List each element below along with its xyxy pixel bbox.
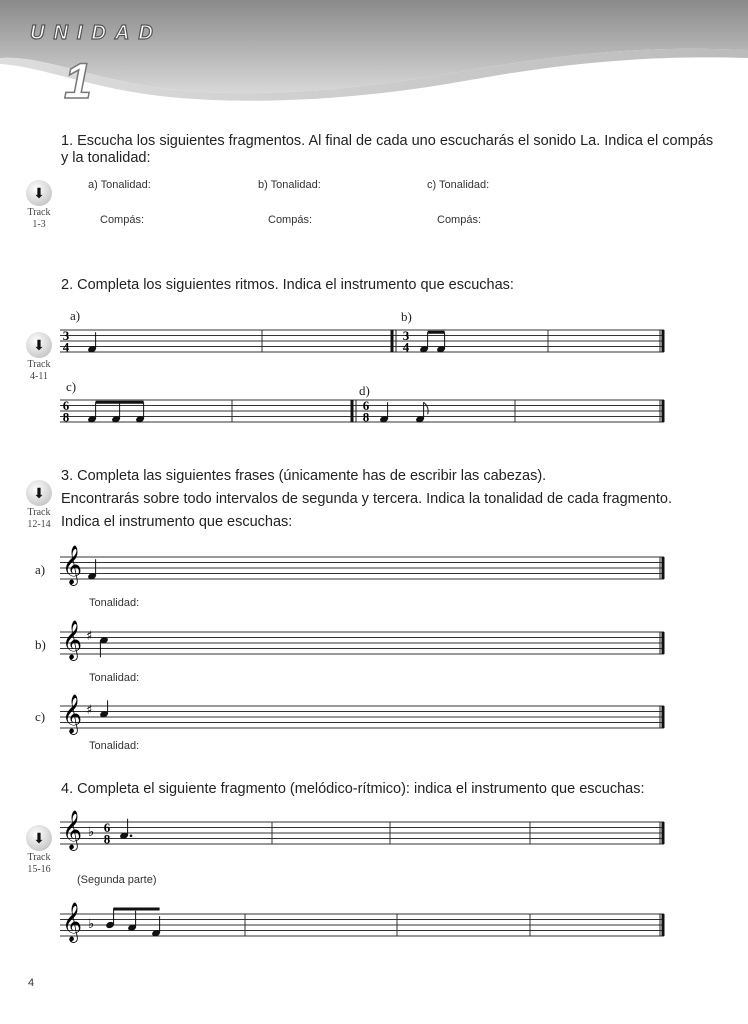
download-arrow-icon: ⬇ xyxy=(26,825,52,851)
time-signature-bottom: 8 xyxy=(62,409,70,425)
exercise4-prompt: 4. Completa el siguiente fragmento (melódico-rítmico): indica el instrumento que escuchas: xyxy=(61,781,645,797)
sharp-icon: ♯ xyxy=(86,629,93,644)
compas-a: Compás: xyxy=(100,214,145,226)
treble-clef-icon: 𝄞 xyxy=(62,810,83,850)
track-range: 1-3 xyxy=(32,219,46,230)
tonalidad-b: b) Tonalidad: xyxy=(258,179,321,191)
compas-b: Compás: xyxy=(268,214,313,226)
track-1-3-button[interactable] xyxy=(24,180,54,230)
track-label: Track xyxy=(27,359,51,370)
exercise2-prompt: 2. Completa los siguientes ritmos. Indica el instrumento que escuchas: xyxy=(61,277,514,293)
time-signature-bottom: 8 xyxy=(362,409,370,425)
tonalidad-phrase-a: Tonalidad: xyxy=(89,597,140,609)
unit-number: 1 xyxy=(64,53,92,109)
dot xyxy=(130,834,133,837)
second-part-label: (Segunda parte) xyxy=(77,874,157,886)
time-signature-top: 3 xyxy=(62,328,70,343)
time-signature-bottom: 8 xyxy=(103,831,111,847)
note-flag xyxy=(424,402,429,414)
download-arrow-icon: ⬇ xyxy=(26,480,52,506)
flat-icon: ♭ xyxy=(88,917,95,932)
unit-label: UNIDAD xyxy=(30,22,162,44)
phrase-label-a: a) xyxy=(35,562,46,577)
compas-c: Compás: xyxy=(437,214,482,226)
phrase-label-c: c) xyxy=(35,709,46,724)
track-range: 4-11 xyxy=(30,371,48,382)
track-label: Track xyxy=(27,507,51,518)
track-15-16-button[interactable] xyxy=(24,825,54,875)
flat-icon: ♭ xyxy=(88,825,95,840)
treble-clef-icon: 𝄞 xyxy=(62,545,83,585)
treble-clef-icon: 𝄞 xyxy=(62,902,83,942)
time-signature-bottom: 4 xyxy=(62,339,70,355)
rhythm-label-d: d) xyxy=(359,383,370,398)
tonalidad-phrase-c: Tonalidad: xyxy=(89,740,140,752)
track-range: 15-16 xyxy=(27,864,51,875)
rhythm-label-c: c) xyxy=(66,379,77,394)
track-4-11-button[interactable] xyxy=(24,332,54,382)
track-label: Track xyxy=(27,207,51,218)
tonalidad-a: a) Tonalidad: xyxy=(88,179,151,191)
exercise1-prompt-2: y la tonalidad: xyxy=(61,150,151,166)
tonalidad-c: c) Tonalidad: xyxy=(427,179,490,191)
rhythm-label-a: a) xyxy=(70,308,81,323)
exercise1-prompt: 1. Escucha los siguientes fragmentos. Al final de cada uno escucharás el sonido La. Indica el compás xyxy=(61,133,714,149)
time-signature-top: 6 xyxy=(62,398,70,413)
page-number: 4 xyxy=(28,977,35,989)
tonalidad-phrase-b: Tonalidad: xyxy=(89,672,140,684)
phrase-label-b: b) xyxy=(35,637,46,652)
time-signature-top: 3 xyxy=(402,328,410,343)
sharp-icon: ♯ xyxy=(86,703,93,718)
exercise3-prompt-2: Encontrarás sobre todo intervalos de segunda y tercera. Indica la tonalidad de cada fragmento. xyxy=(61,491,672,507)
time-signature-bottom: 4 xyxy=(402,339,410,355)
rhythm-label-b: b) xyxy=(401,309,412,324)
exercise3-prompt: 3. Completa las siguientes frases (únicamente has de escribir las cabezas). xyxy=(61,468,547,484)
track-range: 12-14 xyxy=(27,519,51,530)
treble-clef-icon: 𝄞 xyxy=(62,620,83,660)
time-signature-top: 6 xyxy=(103,820,111,835)
track-label: Track xyxy=(27,852,51,863)
track-12-14-button[interactable] xyxy=(24,480,54,530)
download-arrow-icon: ⬇ xyxy=(26,180,52,206)
download-arrow-icon: ⬇ xyxy=(26,332,52,358)
time-signature-top: 6 xyxy=(362,398,370,413)
exercise3-prompt-3: Indica el instrumento que escuchas: xyxy=(61,514,293,530)
treble-clef-icon: 𝄞 xyxy=(62,694,83,734)
